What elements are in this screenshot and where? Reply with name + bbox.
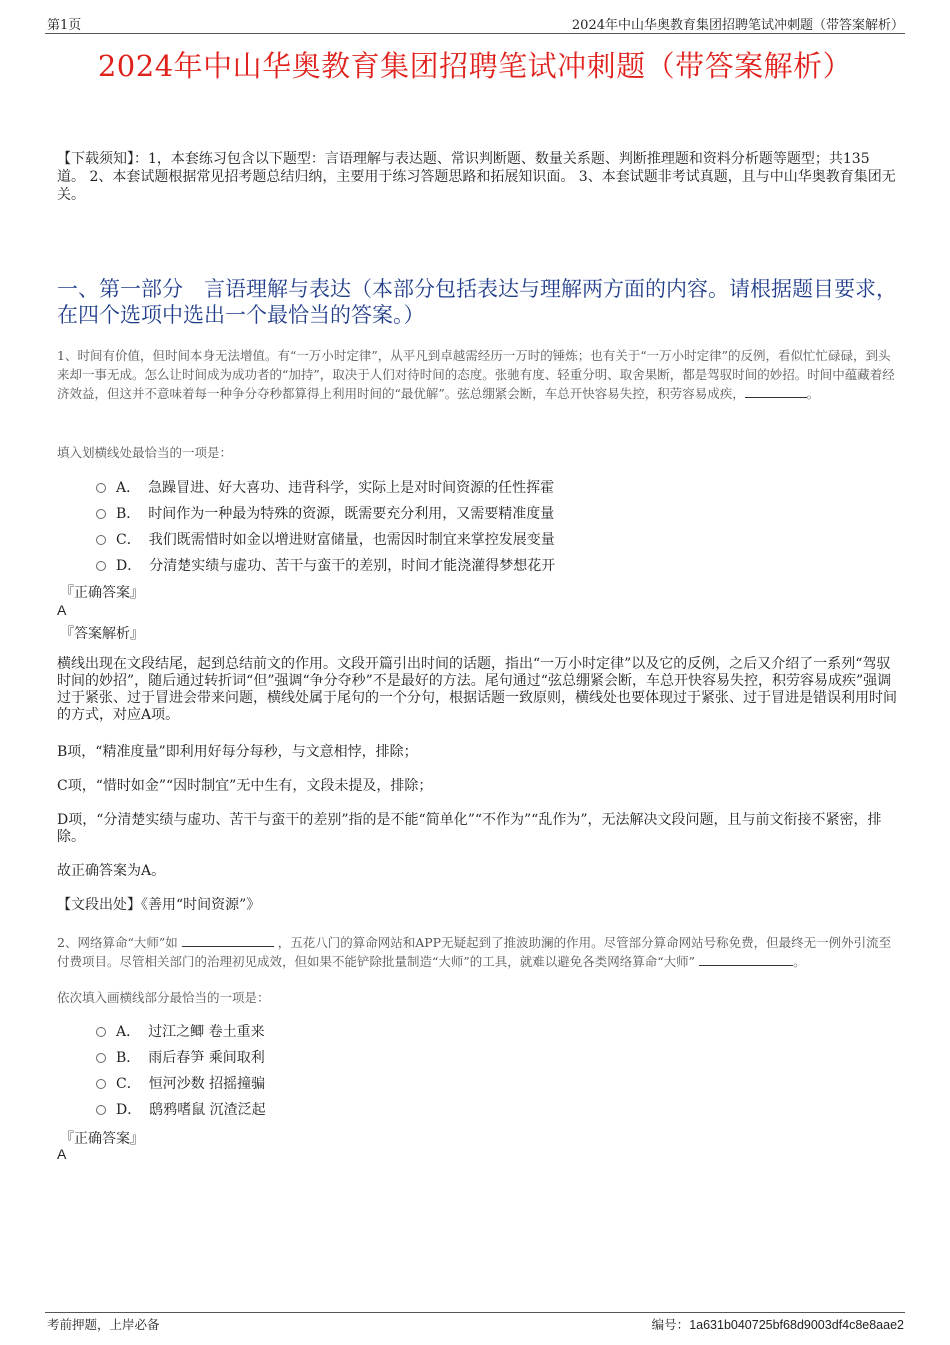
section-heading: 一、第一部分 言语理解与表达（本部分包括表达与理解两方面的内容。请根据题目要求，在四个选项中选出一个最恰当的答案。） (57, 277, 897, 327)
answer-blank (699, 953, 793, 966)
radio-icon[interactable] (96, 483, 106, 493)
option-a[interactable]: A． 过江之鲫 卷土重来 (96, 1021, 265, 1041)
answer-blank (182, 934, 274, 947)
radio-icon[interactable] (96, 561, 106, 571)
radio-icon[interactable] (96, 1105, 106, 1115)
radio-icon[interactable] (96, 1027, 106, 1037)
option-a[interactable]: A． 急躁冒进、好大喜功、违背科学，实际上是对时间资源的任性挥霍 (96, 477, 554, 497)
download-notice: 【下载须知】：1，本套练习包含以下题型：言语理解与表达题、常识判断题、数量关系题、判断推理题和资料分析题等题型；共135道。 2、本套试题根据常见招考题总结归纳，主要用于练习答题思路和拓展知识面。 3、本套试题非考试真题，且与中山华奥教育集团无关。 (57, 151, 896, 203)
question-1-prompt: 填入划横线处最恰当的一项是： (57, 445, 233, 460)
footer-divider (45, 1312, 905, 1313)
correct-answer-value: A (57, 1146, 67, 1162)
question-2-text: 2、网络算命“大师”如 ，五花八门的算命网站和APP无疑起到了推波助澜的作用。尽管部分算命网站号称免费，但最终无一例外引流至付费项目。尽管相关部门的治理初见成效，但如果不能铲除批量制造“大师”的工具，就难以避免各类网络算命“大师” 。 (57, 935, 892, 969)
text-source: 【文段出处】《善用“时间资源”》 (57, 897, 261, 913)
header-doc-title: 2024年中山华奥教育集团招聘笔试冲刺题（带答案解析） (571, 18, 904, 33)
option-b[interactable]: B． 时间作为一种最为特殊的资源，既需要充分利用，又需要精准度量 (96, 503, 554, 523)
page-title: 2024年中山华奥教育集团招聘笔试冲刺题（带答案解析） (97, 49, 853, 83)
option-c[interactable]: C． 恒河沙数 招摇撞骗 (96, 1073, 265, 1093)
document-id: 编号：1a631b040725bf68d9003df4c8e8aae2 (651, 1317, 904, 1332)
correct-answer-label: 『正确答案』 (60, 1131, 144, 1147)
analysis-option-d: D项，“分清楚实绩与虚功、苦干与蛮干的差别”指的是不能“简单化”“不作为”“乱作为”，无法解决文段问题，且与前文衔接不紧密，排除。 (57, 812, 882, 845)
footer-slogan: 考前押题，上岸必备 (47, 1317, 160, 1332)
radio-icon[interactable] (96, 509, 106, 519)
option-c[interactable]: C． 我们既需惜时如金以增进财富储量，也需因时制宜来掌控发展变量 (96, 529, 555, 549)
option-d[interactable]: D． 分清楚实绩与虚功、苦干与蛮干的差别，时间才能浇灌得梦想花开 (96, 555, 555, 575)
analysis-option-b: B项，“精准度量”即利用好每分每秒，与文意相悖，排除； (57, 744, 418, 760)
question-1-text: 1、时间有价值，但时间本身无法增值。有“一万小时定律”，从平凡到卓越需经历一万时的锤炼；也有关于“一万小时定律”的反例，看似忙忙碌碌，到头来却一事无成。怎么让时间成为成功者的“加持”，取决于人们对待时间的态度。张驰有度、轻重分明、取舍果断，都是驾驭时间的妙招。时间中蕴藏着经济效益，但这并不意味着每一种争分夺秒都算得上利用时间的“最优解”。弦总绷紧会断，车总开快容易失控，积劳容易成疾， 。 (57, 348, 895, 401)
radio-icon[interactable] (96, 1053, 106, 1063)
analysis-label: 『答案解析』 (60, 626, 144, 642)
option-b[interactable]: B． 雨后春笋 乘间取利 (96, 1047, 265, 1067)
correct-answer-label: 『正确答案』 (60, 585, 144, 601)
answer-blank (745, 385, 807, 398)
analysis-option-c: C项，“惜时如金”“因时制宜”无中生有，文段未提及，排除； (57, 778, 433, 794)
header-divider (45, 33, 905, 34)
radio-icon[interactable] (96, 1079, 106, 1089)
option-d[interactable]: D． 鸱鸦嗜鼠 沉渣泛起 (96, 1099, 266, 1119)
analysis-paragraph: 横线出现在文段结尾，起到总结前文的作用。文段开篇引出时间的话题，指出“一万小时定律”以及它的反例，之后又介绍了一系列“驾驭时间的妙招”，随后通过转折词“但”强调“争分夺秒”不是最好的方法。尾句通过“弦总绷紧会断，车总开快容易失控，积劳容易成疾”强调过于紧张、过于冒进会带来问题，横线处属于尾句的一个分句，根据话题一致原则，横线处也要体现过于紧张、过于冒进是错误利用时间的方式，对应A项。 (57, 656, 897, 723)
analysis-conclusion: 故正确答案为A。 (57, 863, 166, 879)
correct-answer-value: A (57, 602, 67, 618)
question-2-prompt: 依次填入画横线部分最恰当的一项是： (57, 990, 270, 1005)
radio-icon[interactable] (96, 535, 106, 545)
page-number: 第1页 (47, 18, 82, 33)
